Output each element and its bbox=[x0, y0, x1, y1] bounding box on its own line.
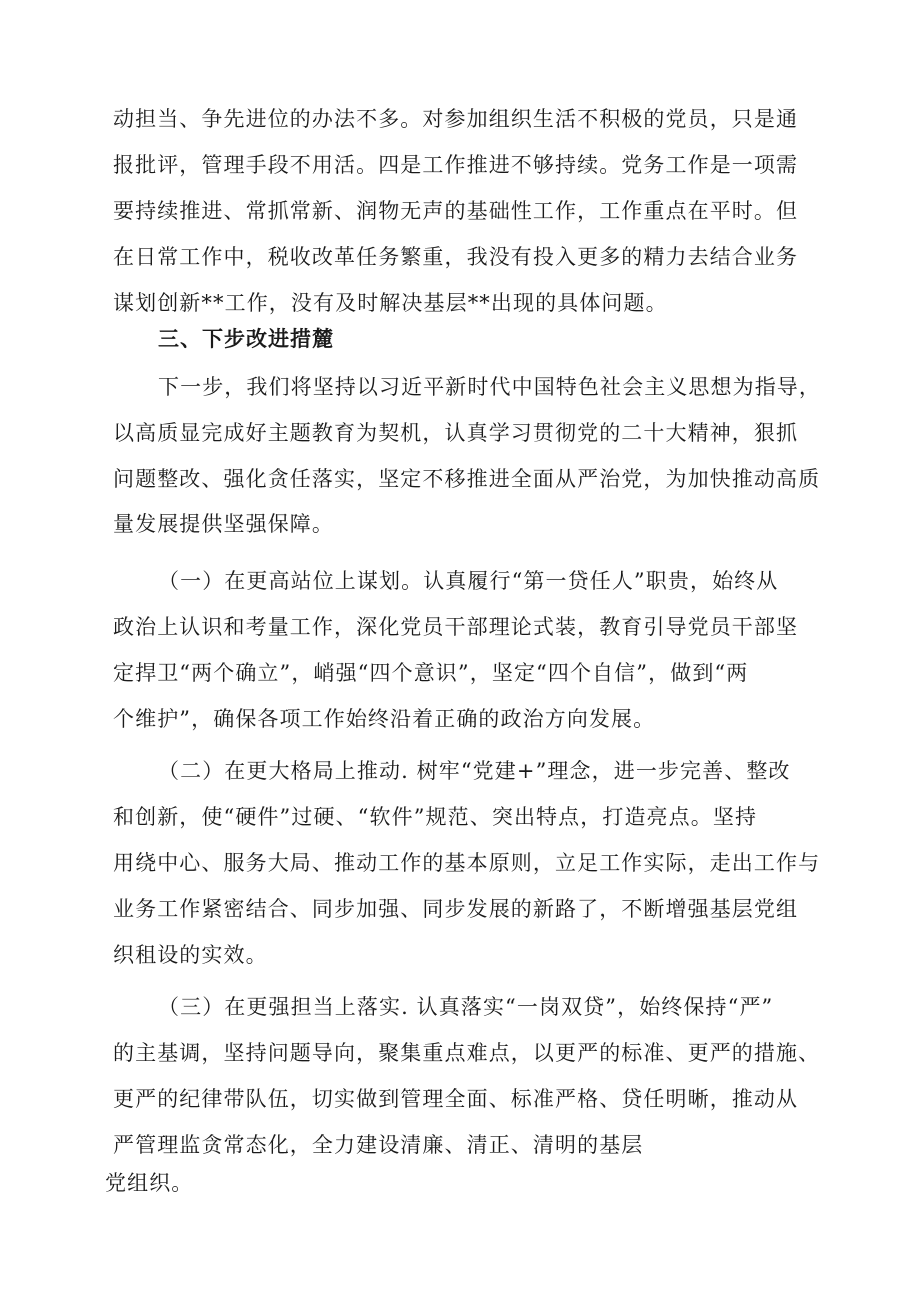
body-line-17: 用绕中心、服务大局、推动工作的基本原则，立足工作实际，走出工作与 bbox=[113, 851, 821, 875]
body-line-19: 织租设的实效。 bbox=[113, 943, 268, 967]
body-line-5: 谋划创新**工作，没有及时解决基层**出现的具体问题。 bbox=[113, 291, 668, 315]
body-line-20: （三）在更强担当上落实. 认真落实“一岗双贷”，始终保持“严” bbox=[158, 995, 774, 1019]
body-line-3: 要持续推进、常抓常新、润物无声的基础性工作，工作重点在平时。但 bbox=[113, 199, 799, 223]
body-line-7: 下一步，我们将坚持以习近平新时代中国特色社会主义思想为指导， bbox=[158, 375, 821, 399]
body-line-14: 个维护”，确保各项工作始终沿着正确的政治方向发展。 bbox=[113, 707, 656, 731]
body-line-8: 以高质显完成好主题教育为契机，认真学习贯彻党的二十大精神，狠抓 bbox=[113, 421, 799, 445]
body-line-4: 在日常工作中，税收改革任务繁重，我没有投入更多的精力去结合业务 bbox=[113, 245, 799, 269]
body-line-22: 更严的纪律带队伍，切实做到管理全面、标准严格、贷任明晰，推动从 bbox=[113, 1087, 799, 1111]
body-line-13: 定捍卫“两个确立”，峭强“四个意识”，坚定“四个自信”，做到“两 bbox=[113, 661, 749, 685]
body-line-23: 严管理监贪常态化，全力建设清廉、清正、清明的基层 bbox=[113, 1133, 644, 1157]
body-line-12: 政治上认识和考量工作，深化党员干部理论式装，教育引导党员干部坚 bbox=[113, 615, 799, 639]
body-line-15: （二）在更大格局上推动. 树牢“党建+”理念，进一步完善、整改 bbox=[158, 759, 791, 783]
section-heading: 三、下步改进措麓 bbox=[158, 327, 334, 351]
body-line-16: 和创新，使“硬件”过硬、“软件”规范、突出特点，打造亮点。坚持 bbox=[113, 805, 758, 829]
body-line-9: 问题整改、强化贪任落实，坚定不移推进全面从严治党，为加快推动高质 bbox=[113, 467, 821, 491]
body-line-11: （一）在更高站位上谋划。认真履行“第一贷任人”职贵，始终从 bbox=[158, 569, 779, 593]
body-line-2: 报批评，管理手段不用活。四是工作推进不够持续。党务工作是一项需 bbox=[113, 153, 799, 177]
body-line-10: 量发展提供坚强保障。 bbox=[113, 512, 334, 536]
body-line-1: 动担当、争先进位的办法不多。对参加组织生活不积极的党员，只是通 bbox=[113, 107, 799, 131]
body-line-21: 的主基调，坚持问题导向，聚集重点难点，以更严的标准、更严的措施、 bbox=[113, 1041, 821, 1065]
body-line-18: 业务工作紧密结合、同步加强、同步发展的新路了，不断增强基层党组 bbox=[113, 897, 799, 921]
body-line-24: 党组织。 bbox=[105, 1171, 194, 1195]
